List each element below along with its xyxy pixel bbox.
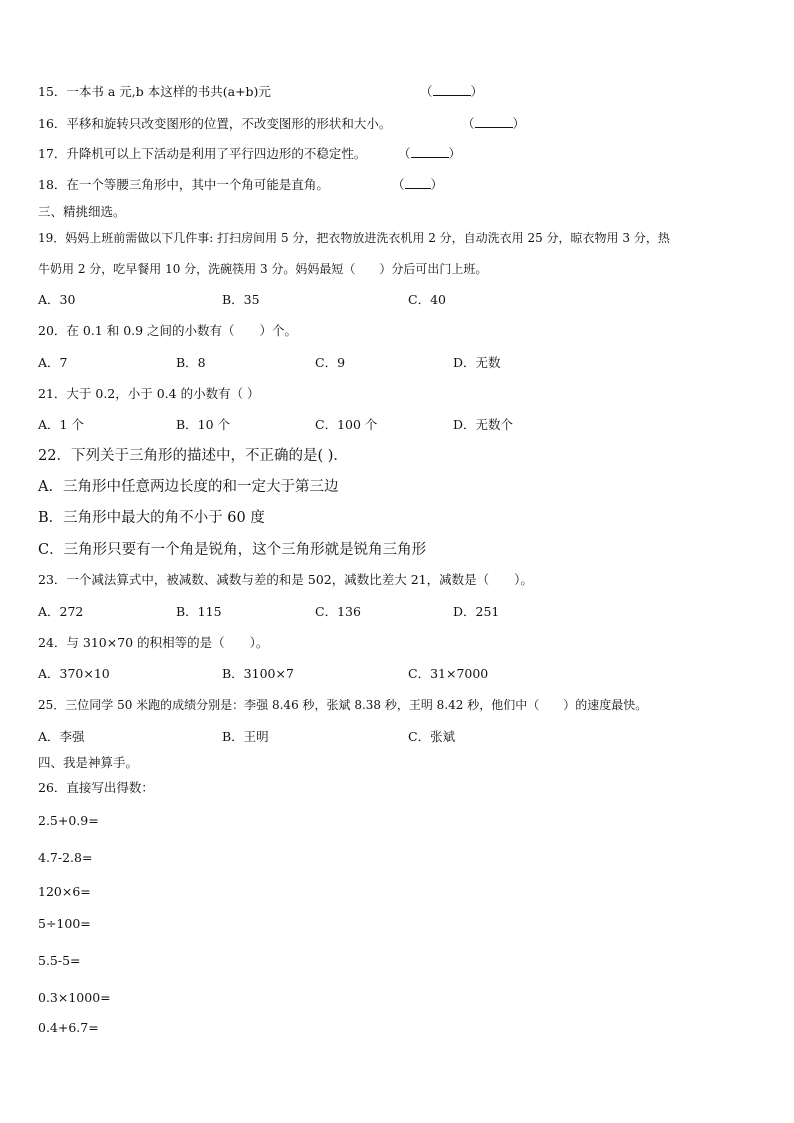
q21-option-d[interactable]: D．无数个 bbox=[453, 417, 514, 432]
question-19-line-1: 19．妈妈上班前需做以下几件事: 打扫房间用 5 分，把衣物放进洗衣机用 2 分，自动洗衣用 25 分，晾衣物用 3 分，热 bbox=[38, 231, 670, 245]
calc-item-6: 0.3×1000= bbox=[38, 990, 111, 1005]
question-15 bbox=[38, 84, 271, 100]
q22-option-c[interactable]: C．三角形只要有一个角是锐角，这个三角形就是锐角三角形 bbox=[38, 542, 427, 558]
q24-option-a[interactable]: A．370×10 bbox=[38, 666, 110, 681]
answer-blank-17[interactable]: （ ） bbox=[398, 146, 462, 161]
q20-option-d[interactable]: D．无数 bbox=[453, 355, 501, 370]
q24-option-c[interactable]: C．31×7000 bbox=[408, 666, 489, 681]
section-heading-3: 三、精挑细选。 bbox=[38, 204, 126, 219]
q20-option-a[interactable]: A．7 bbox=[38, 355, 68, 370]
q19-option-b[interactable]: B．35 bbox=[222, 292, 260, 307]
q24-option-b[interactable]: B．3100×7 bbox=[222, 666, 294, 681]
question-26: 26．直接写出得数： bbox=[38, 780, 154, 795]
question-23: 23．一个减法算式中，被减数、减数与差的和是 502，减数比差大 21，减数是（ ）。 bbox=[38, 572, 533, 587]
calc-item-3: 120×6= bbox=[38, 884, 91, 899]
question-16-text: 16．平移和旋转只改变图形的位置，不改变图形的形状和大小。 bbox=[38, 116, 392, 131]
calc-item-1: 2.5+0.9= bbox=[38, 813, 99, 828]
q25-option-b[interactable]: B．王明 bbox=[222, 729, 269, 744]
calc-item-7: 0.4+6.7= bbox=[38, 1020, 99, 1035]
question-18-text: 18．在一个等腰三角形中，其中一个角可能是直角。 bbox=[38, 177, 329, 192]
question-17-text: 17．升降机可以上下活动是利用了平行四边形的不稳定性。 bbox=[38, 146, 367, 161]
answer-blank-18[interactable]: （ ） bbox=[392, 177, 444, 192]
answer-blank-15[interactable]: （ ） bbox=[420, 84, 484, 99]
q21-option-c[interactable]: C．100 个 bbox=[315, 417, 378, 432]
q25-option-c[interactable]: C．张斌 bbox=[408, 729, 456, 744]
question-16 bbox=[38, 116, 391, 132]
calc-item-4: 5÷100= bbox=[38, 916, 91, 931]
question-22: 22．下列关于三角形的描述中，不正确的是( )． bbox=[38, 448, 348, 464]
q22-option-a[interactable]: A．三角形中任意两边长度的和一定大于第三边 bbox=[38, 479, 339, 495]
q22-option-b[interactable]: B．三角形中最大的角不小于 60 度 bbox=[38, 510, 265, 526]
q23-option-d[interactable]: D．251 bbox=[453, 604, 500, 619]
q20-option-b[interactable]: B．8 bbox=[176, 355, 206, 370]
question-24: 24．与 310×70 的积相等的是（ ）。 bbox=[38, 635, 269, 650]
calc-item-2: 4.7-2.8= bbox=[38, 850, 93, 865]
question-25: 25．三位同学 50 米跑的成绩分别是：李强 8.46 秒，张斌 8.38 秒，王明 8.42 秒，他们中（ ）的速度最快。 bbox=[38, 698, 648, 712]
question-19-line-2: 牛奶用 2 分，吃早餐用 10 分，洗碗筷用 3 分。妈妈最短（ ）分后可出门上班。 bbox=[38, 262, 488, 276]
section-heading-4: 四、我是神算手。 bbox=[38, 755, 139, 770]
q20-option-c[interactable]: C．9 bbox=[315, 355, 346, 370]
question-15-text: 15．一本书 a 元,b 本这样的书共(a+b)元 bbox=[38, 84, 271, 99]
calc-item-5: 5.5-5= bbox=[38, 953, 81, 968]
question-17 bbox=[38, 146, 366, 162]
q19-option-c[interactable]: C．40 bbox=[408, 292, 446, 307]
question-20: 20．在 0.1 和 0.9 之间的小数有（ ）个。 bbox=[38, 323, 298, 338]
q25-option-a[interactable]: A．李强 bbox=[38, 729, 85, 744]
q23-option-c[interactable]: C．136 bbox=[315, 604, 361, 619]
q23-option-a[interactable]: A．272 bbox=[38, 604, 84, 619]
q21-option-a[interactable]: A．1 个 bbox=[38, 417, 84, 432]
answer-blank-16[interactable]: （ ） bbox=[462, 116, 526, 131]
question-18 bbox=[38, 177, 329, 193]
q23-option-b[interactable]: B．115 bbox=[176, 604, 222, 619]
q21-option-b[interactable]: B．10 个 bbox=[176, 417, 231, 432]
q19-option-a[interactable]: A．30 bbox=[38, 292, 76, 307]
question-21: 21．大于 0.2，小于 0.4 的小数有（ ） bbox=[38, 386, 260, 401]
